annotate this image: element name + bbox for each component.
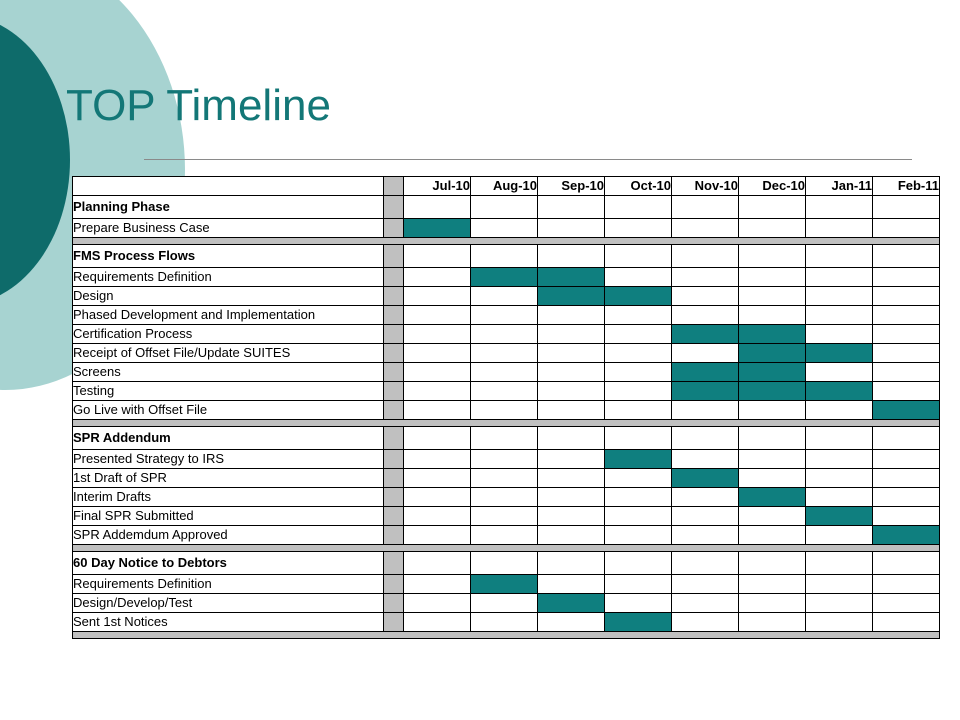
timeline-cell	[672, 526, 739, 545]
timeline-cell	[739, 196, 806, 219]
timeline-cell	[873, 325, 940, 344]
gray-column-cell	[384, 177, 404, 196]
timeline-cell	[873, 245, 940, 268]
timeline-cell	[806, 469, 873, 488]
gray-column-cell	[384, 450, 404, 469]
timeline-cell	[538, 245, 605, 268]
timeline-cell	[873, 382, 940, 401]
timeline-cell	[538, 306, 605, 325]
timeline-cell	[806, 594, 873, 613]
timeline-cell	[404, 344, 471, 363]
timeline-cell	[471, 382, 538, 401]
timeline-body	[73, 177, 940, 639]
timeline-cell	[605, 344, 672, 363]
timeline-cell	[471, 469, 538, 488]
task-row	[73, 469, 940, 488]
timeline-cell	[404, 552, 471, 575]
gantt-bar-cell	[873, 526, 940, 545]
gantt-bar-cell	[538, 287, 605, 306]
timeline-cell	[538, 450, 605, 469]
timeline-cell	[739, 526, 806, 545]
task-label: Prepare Business Case	[73, 219, 384, 238]
section-separator	[73, 238, 940, 245]
gantt-bar-cell	[672, 363, 739, 382]
timeline-cell	[739, 268, 806, 287]
slide-title: TOP Timeline	[66, 81, 331, 130]
timeline-cell	[605, 306, 672, 325]
timeline-table	[72, 176, 940, 639]
gray-column-cell	[384, 363, 404, 382]
timeline-cell	[404, 575, 471, 594]
phase-row	[73, 552, 940, 575]
timeline-cell	[538, 219, 605, 238]
timeline-cell	[471, 488, 538, 507]
timeline-cell	[538, 401, 605, 420]
timeline-cell	[605, 552, 672, 575]
timeline-cell	[873, 196, 940, 219]
task-row	[73, 575, 940, 594]
timeline-cell	[806, 526, 873, 545]
timeline-cell	[672, 552, 739, 575]
gray-column-cell	[384, 344, 404, 363]
timeline-cell	[471, 287, 538, 306]
gray-column-cell	[384, 613, 404, 632]
timeline-cell	[538, 575, 605, 594]
timeline-cell	[806, 196, 873, 219]
gantt-bar-cell	[605, 287, 672, 306]
timeline-cell	[404, 325, 471, 344]
timeline-cell	[538, 613, 605, 632]
month-header-nov-10: Nov-10	[672, 177, 739, 196]
task-row	[73, 450, 940, 469]
gray-column-cell	[384, 196, 404, 219]
timeline-cell	[538, 552, 605, 575]
timeline-cell	[605, 245, 672, 268]
timeline-cell	[605, 526, 672, 545]
timeline-cell	[404, 268, 471, 287]
gray-column-cell	[384, 306, 404, 325]
timeline-cell	[404, 401, 471, 420]
task-row	[73, 363, 940, 382]
timeline-cell	[672, 613, 739, 632]
timeline-cell	[739, 219, 806, 238]
timeline-cell	[538, 344, 605, 363]
separator-cell	[73, 238, 940, 245]
timeline-cell	[471, 507, 538, 526]
gantt-bar-cell	[672, 469, 739, 488]
separator-cell	[73, 420, 940, 427]
timeline-cell	[873, 268, 940, 287]
gantt-bar-cell	[672, 325, 739, 344]
gantt-bar-cell	[471, 575, 538, 594]
task-label: Design/Develop/Test	[73, 594, 384, 613]
task-label: Sent 1st Notices	[73, 613, 384, 632]
month-header-sep-10: Sep-10	[538, 177, 605, 196]
title-divider	[144, 159, 912, 160]
timeline-cell	[672, 450, 739, 469]
timeline-cell	[873, 344, 940, 363]
timeline-cell	[739, 450, 806, 469]
timeline-cell	[739, 245, 806, 268]
timeline-cell	[672, 245, 739, 268]
gray-column-cell	[384, 245, 404, 268]
gantt-bar-cell	[739, 488, 806, 507]
gantt-bar-cell	[739, 344, 806, 363]
gantt-bar-cell	[739, 382, 806, 401]
timeline-cell	[471, 245, 538, 268]
gantt-bar-cell	[806, 344, 873, 363]
timeline-cell	[873, 613, 940, 632]
month-header-jul-10: Jul-10	[404, 177, 471, 196]
timeline-cell	[605, 575, 672, 594]
task-row	[73, 306, 940, 325]
timeline-cell	[471, 401, 538, 420]
task-label: Testing	[73, 382, 384, 401]
header-row	[73, 177, 940, 196]
timeline-cell	[538, 325, 605, 344]
timeline-cell	[538, 427, 605, 450]
month-header-aug-10: Aug-10	[471, 177, 538, 196]
timeline-cell	[739, 306, 806, 325]
timeline-cell	[806, 401, 873, 420]
separator-cell	[73, 632, 940, 639]
gantt-bar-cell	[672, 382, 739, 401]
task-label: Certification Process	[73, 325, 384, 344]
timeline-cell	[471, 552, 538, 575]
timeline-cell	[873, 219, 940, 238]
gray-column-cell	[384, 575, 404, 594]
timeline-cell	[471, 196, 538, 219]
timeline-cell	[806, 287, 873, 306]
timeline-cell	[471, 219, 538, 238]
timeline-cell	[605, 594, 672, 613]
timeline-cell	[739, 575, 806, 594]
task-row	[73, 219, 940, 238]
timeline-cell	[404, 594, 471, 613]
task-label: Phased Development and Implementation	[73, 306, 384, 325]
phase-row	[73, 245, 940, 268]
separator-cell	[73, 545, 940, 552]
timeline-cell	[471, 325, 538, 344]
task-label: 1st Draft of SPR	[73, 469, 384, 488]
gantt-bar-cell	[471, 268, 538, 287]
timeline-cell	[739, 552, 806, 575]
task-row	[73, 344, 940, 363]
timeline-cell	[739, 287, 806, 306]
timeline-cell	[806, 325, 873, 344]
timeline-cell	[404, 306, 471, 325]
timeline-cell	[471, 594, 538, 613]
timeline-cell	[471, 526, 538, 545]
task-label: Requirements Definition	[73, 575, 384, 594]
task-label: Design	[73, 287, 384, 306]
timeline-cell	[873, 306, 940, 325]
gray-column-cell	[384, 382, 404, 401]
timeline-cell	[672, 306, 739, 325]
phase-row	[73, 427, 940, 450]
task-label: Final SPR Submitted	[73, 507, 384, 526]
header-label-cell	[73, 177, 384, 196]
timeline-cell	[739, 427, 806, 450]
task-label: Presented Strategy to IRS	[73, 450, 384, 469]
section-separator	[73, 420, 940, 427]
timeline-cell	[873, 488, 940, 507]
gray-column-cell	[384, 325, 404, 344]
task-label: SPR Addemdum Approved	[73, 526, 384, 545]
gantt-bar-cell	[605, 613, 672, 632]
timeline-cell	[471, 613, 538, 632]
task-label: Go Live with Offset File	[73, 401, 384, 420]
timeline-cell	[806, 575, 873, 594]
month-header-oct-10: Oct-10	[605, 177, 672, 196]
gray-column-cell	[384, 287, 404, 306]
timeline-cell	[672, 196, 739, 219]
task-row	[73, 594, 940, 613]
timeline-cell	[739, 594, 806, 613]
timeline-cell	[873, 575, 940, 594]
gantt-bar-cell	[739, 363, 806, 382]
timeline-cell	[538, 382, 605, 401]
timeline-cell	[873, 594, 940, 613]
timeline-cell	[605, 507, 672, 526]
gray-column-cell	[384, 526, 404, 545]
timeline-cell	[404, 613, 471, 632]
timeline-cell	[404, 196, 471, 219]
timeline-cell	[404, 382, 471, 401]
timeline-cell	[806, 488, 873, 507]
task-row	[73, 526, 940, 545]
timeline-cell	[605, 268, 672, 287]
timeline-cell	[672, 575, 739, 594]
timeline-cell	[806, 219, 873, 238]
timeline-cell	[538, 469, 605, 488]
timeline-cell	[404, 287, 471, 306]
gray-column-cell	[384, 594, 404, 613]
phase-label: SPR Addendum	[73, 427, 384, 450]
phase-label: FMS Process Flows	[73, 245, 384, 268]
timeline-cell	[471, 450, 538, 469]
gantt-bar-cell	[538, 594, 605, 613]
timeline-cell	[672, 268, 739, 287]
month-header-jan-11: Jan-11	[806, 177, 873, 196]
timeline-cell	[538, 363, 605, 382]
timeline-cell	[806, 427, 873, 450]
timeline-cell	[806, 552, 873, 575]
timeline-cell	[605, 325, 672, 344]
timeline-cell	[404, 450, 471, 469]
timeline-cell	[404, 363, 471, 382]
gantt-bar-cell	[806, 382, 873, 401]
timeline-cell	[404, 526, 471, 545]
gantt-bar-cell	[873, 401, 940, 420]
timeline-cell	[538, 488, 605, 507]
task-label: Interim Drafts	[73, 488, 384, 507]
timeline-cell	[672, 488, 739, 507]
timeline-cell	[605, 382, 672, 401]
timeline-cell	[471, 344, 538, 363]
task-label: Screens	[73, 363, 384, 382]
timeline-cell	[672, 427, 739, 450]
timeline-cell	[404, 469, 471, 488]
section-separator	[73, 545, 940, 552]
timeline-cell	[672, 401, 739, 420]
timeline-cell	[873, 427, 940, 450]
timeline-cell	[404, 488, 471, 507]
timeline-cell	[806, 268, 873, 287]
gantt-bar-cell	[806, 507, 873, 526]
timeline-cell	[605, 469, 672, 488]
timeline-cell	[605, 219, 672, 238]
timeline-cell	[471, 427, 538, 450]
task-row	[73, 382, 940, 401]
timeline-cell	[404, 427, 471, 450]
task-label: Requirements Definition	[73, 268, 384, 287]
month-header-dec-10: Dec-10	[739, 177, 806, 196]
timeline-cell	[806, 306, 873, 325]
gray-column-cell	[384, 401, 404, 420]
timeline-cell	[873, 507, 940, 526]
timeline-cell	[806, 245, 873, 268]
gantt-bar-cell	[404, 219, 471, 238]
phase-label: Planning Phase	[73, 196, 384, 219]
gantt-bar-cell	[605, 450, 672, 469]
timeline-cell	[538, 507, 605, 526]
timeline-cell	[739, 507, 806, 526]
task-label: Receipt of Offset File/Update SUITES	[73, 344, 384, 363]
timeline-cell	[605, 363, 672, 382]
timeline-cell	[538, 526, 605, 545]
gray-column-cell	[384, 219, 404, 238]
section-separator	[73, 632, 940, 639]
timeline-cell	[672, 344, 739, 363]
timeline-cell	[806, 613, 873, 632]
timeline-cell	[873, 469, 940, 488]
timeline-cell	[605, 196, 672, 219]
timeline-cell	[404, 245, 471, 268]
timeline-cell	[605, 427, 672, 450]
timeline-cell	[605, 488, 672, 507]
timeline-cell	[672, 219, 739, 238]
timeline-cell	[672, 507, 739, 526]
timeline-cell	[404, 507, 471, 526]
timeline-cell	[605, 401, 672, 420]
phase-label: 60 Day Notice to Debtors	[73, 552, 384, 575]
timeline-cell	[873, 450, 940, 469]
gray-column-cell	[384, 469, 404, 488]
timeline-cell	[739, 469, 806, 488]
timeline-cell	[806, 363, 873, 382]
timeline-cell	[739, 613, 806, 632]
task-row	[73, 287, 940, 306]
gray-column-cell	[384, 488, 404, 507]
gantt-bar-cell	[538, 268, 605, 287]
timeline-cell	[873, 552, 940, 575]
task-row	[73, 268, 940, 287]
gray-column-cell	[384, 427, 404, 450]
task-row	[73, 325, 940, 344]
timeline-cell	[471, 306, 538, 325]
timeline-cell	[739, 401, 806, 420]
gray-column-cell	[384, 552, 404, 575]
gray-column-cell	[384, 268, 404, 287]
task-row	[73, 613, 940, 632]
timeline-cell	[873, 287, 940, 306]
timeline-cell	[471, 363, 538, 382]
timeline-cell	[873, 363, 940, 382]
phase-row	[73, 196, 940, 219]
gantt-bar-cell	[739, 325, 806, 344]
timeline-cell	[538, 196, 605, 219]
gray-column-cell	[384, 507, 404, 526]
task-row	[73, 488, 940, 507]
task-row	[73, 507, 940, 526]
month-header-feb-11: Feb-11	[873, 177, 940, 196]
timeline-cell	[672, 287, 739, 306]
task-row	[73, 401, 940, 420]
timeline-cell	[672, 594, 739, 613]
timeline-cell	[806, 450, 873, 469]
